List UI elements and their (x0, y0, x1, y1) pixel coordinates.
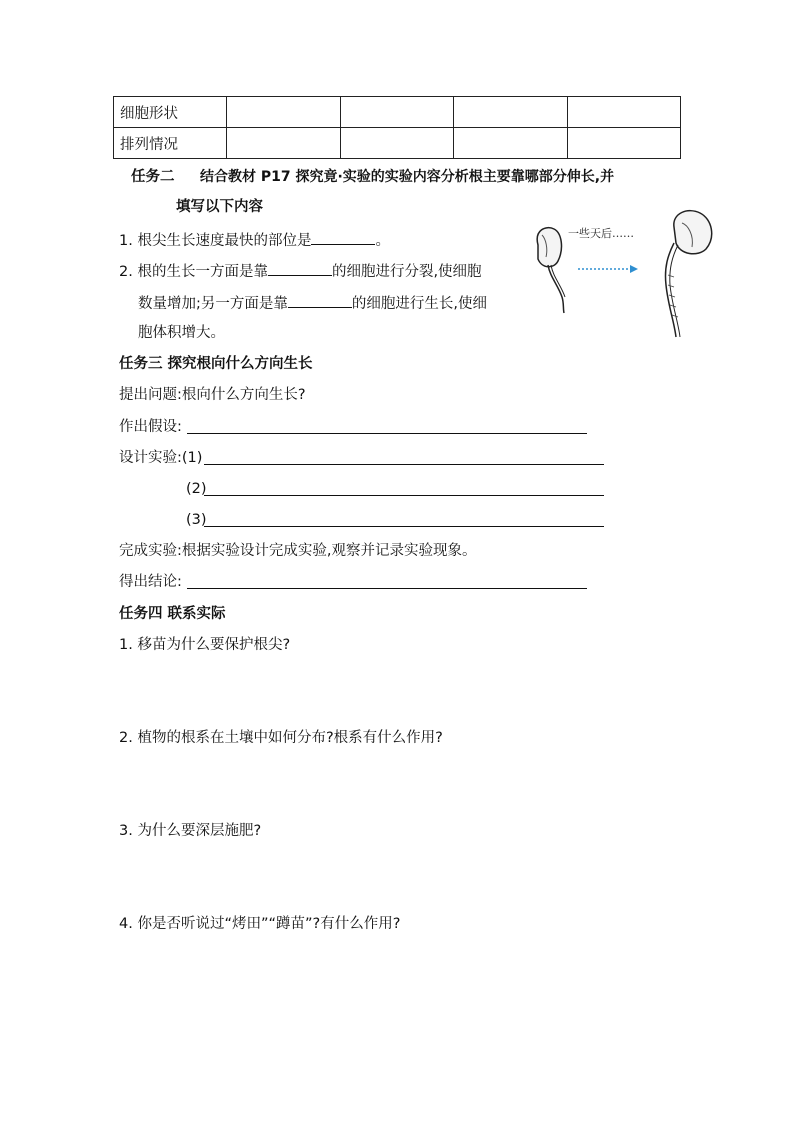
table-cell (227, 128, 341, 159)
question-text: 根尖生长速度最快的部位是 (137, 233, 312, 249)
task3-design-label-3: (3) (186, 512, 207, 528)
question-text: 移苗为什么要保护根尖? (137, 637, 291, 653)
seedling-drawing (528, 205, 728, 345)
task2-title-line1: 结合教材 P17 探究竟·实验的实验内容分析根主要靠哪部分伸长,并 (200, 169, 615, 185)
hypothesis-answer-line[interactable] (187, 433, 587, 434)
task3-heading: 任务三 探究根向什么方向生长 (119, 356, 313, 372)
answer-blank[interactable] (268, 260, 332, 276)
task4-heading: 任务四 联系实际 (119, 606, 226, 622)
arrow-right-icon (578, 265, 638, 273)
table-cell (340, 97, 454, 128)
task2-heading: 任务二 (131, 169, 175, 185)
seedling-growth-illustration (528, 205, 728, 345)
question-number: 2. (119, 730, 133, 746)
design-answer-line-1[interactable] (204, 464, 604, 465)
task3-complete: 完成实验:根据实验设计完成实验,观察并记录实验现象。 (119, 543, 477, 559)
question-text: 植物的根系在土壤中如何分布?根系有什么作用? (137, 730, 443, 746)
question-number: 2. (119, 264, 133, 280)
question-text: 为什么要深层施肥? (137, 823, 262, 839)
question-number: 3. (119, 823, 133, 839)
task2-q1 (119, 229, 390, 251)
task4-q3 (119, 821, 261, 841)
table-cell (567, 128, 681, 159)
task4-q2 (119, 728, 443, 748)
seed-before-icon (537, 228, 565, 313)
question-text: 数量增加;另一方面是靠 (138, 296, 288, 312)
task3-question: 提出问题:根向什么方向生长? (119, 387, 306, 403)
task2-q2-line2 (138, 292, 487, 314)
question-text: 的细胞进行分裂,使细胞 (331, 264, 482, 280)
cell-observation-table (113, 96, 681, 159)
table-cell (454, 128, 568, 159)
question-number: 1. (119, 637, 133, 653)
table-row (114, 97, 681, 128)
table-cell (340, 128, 454, 159)
table-row (114, 128, 681, 159)
task3-conclusion-label: 得出结论: (119, 574, 182, 590)
question-number: 1. (119, 233, 133, 249)
task4-q4 (119, 914, 400, 934)
table-row-label: 细胞形状 (114, 97, 227, 128)
task2-q2-line3: 胞体积增大。 (138, 325, 225, 341)
design-answer-line-3[interactable] (204, 526, 604, 527)
answer-blank[interactable] (288, 292, 352, 308)
question-number: 4. (119, 916, 133, 932)
answer-blank[interactable] (311, 229, 375, 245)
question-text: 根的生长一方面是靠 (137, 264, 268, 280)
task3-design-label: 设计实验:(1) (119, 450, 203, 466)
figure-caption: 一些天后…… (568, 227, 634, 240)
table-cell (454, 97, 568, 128)
task3-hypothesis-label: 作出假设: (119, 419, 182, 435)
table-cell (567, 97, 681, 128)
question-text: 的细胞进行生长,使细 (351, 296, 487, 312)
table-cell (227, 97, 341, 128)
question-end: 。 (375, 233, 390, 249)
task4-q1 (119, 635, 290, 655)
question-text: 你是否听说过“烤田”“蹲苗”?有什么作用? (137, 916, 401, 932)
task2-q2-line1 (119, 260, 482, 282)
seed-after-icon (665, 211, 711, 337)
task3-design-label-2: (2) (186, 481, 207, 497)
task2-title-line2: 填写以下内容 (176, 199, 263, 215)
conclusion-answer-line[interactable] (187, 588, 587, 589)
table-row-label: 排列情况 (114, 128, 227, 159)
design-answer-line-2[interactable] (204, 495, 604, 496)
